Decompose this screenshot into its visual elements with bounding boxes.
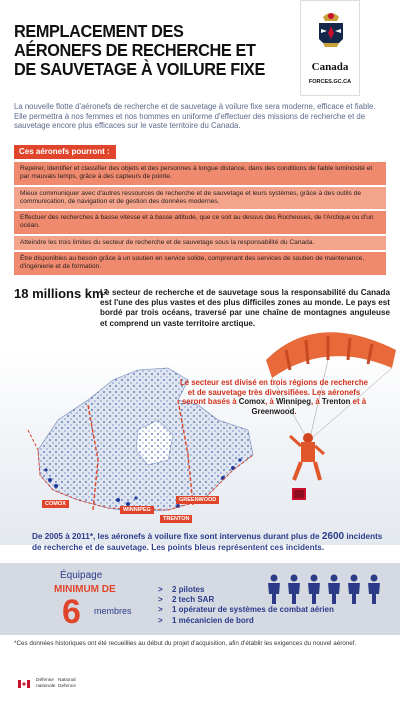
capability-item: Atteindre les trois limites du secteur de recherche et de sauvetage sous la responsabilité du Canada. — [14, 236, 386, 250]
person-icon — [348, 575, 360, 605]
dept-fr-line-1: Défense — [36, 678, 54, 683]
person-icon — [328, 575, 340, 605]
person-icon — [308, 575, 320, 605]
caf-emblem-icon — [313, 9, 349, 57]
capabilities-list — [14, 162, 386, 277]
capabilities-header: Ces aéronefs pourront : — [14, 145, 116, 159]
capability-item: Être disponibles au besoin grâce à un soutien en service solide, comprenant des services de soutien de maintenance, d'ingénierie et de formation. — [14, 252, 386, 275]
crew-role: 1 mécanicien de bord — [172, 615, 254, 625]
region-sep: et à — [350, 397, 367, 407]
parachutist-figure — [290, 433, 324, 480]
crew-list-item — [158, 616, 334, 626]
region-base-trenton: Trenton — [321, 397, 351, 407]
base-label-greenwood: GREENWOOD — [176, 496, 219, 504]
region-sep: , à — [311, 397, 320, 407]
dept-fr-line-2: nationale — [36, 683, 56, 689]
capability-item: Repérer, identifier et classifier des objets et des personnes à longue distance, dans des conditions de faible luminosité et par mauvais temps, grâce à des capteurs de pointe. — [14, 162, 386, 185]
department-name-fr — [36, 678, 55, 689]
crew-role: 2 tech SAR — [172, 595, 215, 605]
person-icon — [268, 575, 280, 605]
base-label-winnipeg: WINNIPEG — [120, 506, 154, 514]
area-stat-text: Le secteur de recherche et de sauvetage sous la responsabilité du Canada est l'une des plus vastes et des plus difficiles zones au monde. Le pays est bordé par trois océans, traversé par une chaîne de montagnes anguleuse et comprend un vaste territoire arctique. — [100, 288, 390, 328]
dept-en-line-1: National — [58, 678, 76, 683]
page-title — [14, 22, 265, 79]
region-sep: , à — [265, 397, 274, 407]
base-label-comox: COMOX — [42, 500, 69, 508]
capability-item: Effectuer des recherches à basse vitesse et à basse altitude, que ce soit au dessus des Rocheuses, de l'Arctique ou d'un océan. — [14, 211, 386, 234]
region-end: . — [294, 406, 297, 416]
person-icon — [288, 575, 300, 605]
title-line-1: REMPLACEMENT DES — [14, 21, 184, 41]
incidents-number: 2600 — [321, 531, 345, 542]
crew-list-item — [158, 605, 334, 615]
supply-bundle — [292, 488, 306, 500]
intro-paragraph: La nouvelle flotte d'aéronefs de recherche et de sauvetage à voilure fixe sera moderne, efficace et fiable. Elle permettra à nos femmes et nos hommes en uniforme d'effectuer des missions de recherche et de sauvetage encore plus efficaces sur le vaste territoire du Canada. — [14, 102, 376, 130]
canada-flag-icon — [18, 680, 30, 688]
canada-wordmark: Canada — [311, 61, 349, 73]
crew-number: 6 — [62, 593, 81, 631]
crew-figures-icon — [266, 574, 386, 604]
crew-role: 2 pilotes — [172, 585, 205, 594]
chevron-right-icon: > — [158, 585, 163, 594]
regions-text-body: Le secteur est divisé en trois régions de recherche et de sauvetage très diversifiées. Les aéronefs seront basés à — [179, 378, 369, 407]
dept-en-line-2: Defence — [58, 683, 76, 689]
regions-text — [176, 378, 372, 416]
crew-members-label: membres — [94, 606, 132, 616]
department-name-en — [58, 678, 76, 689]
title-line-3: DE SAUVETAGE À VOILURE FIXE — [14, 59, 265, 79]
government-signature — [18, 678, 138, 700]
chevron-right-icon: > — [158, 595, 163, 605]
chevron-right-icon: > — [158, 605, 163, 615]
chevron-right-icon: > — [158, 615, 163, 625]
region-base-greenwood: Greenwood — [251, 406, 295, 416]
person-icon — [368, 575, 380, 605]
title-line-2: AÉRONEFS DE RECHERCHE ET — [14, 40, 256, 60]
parachutist-illustration — [246, 320, 400, 520]
footnote: *Ces données historiques ont été recueillies au début du projet d'acquisition, afin d'établir les exigences du nouvel aéronef. — [14, 640, 357, 647]
forces-url: FORCES.GC.CA — [308, 79, 352, 85]
crew-role: 1 opérateur de systèmes de combat aérien — [172, 605, 334, 615]
crew-minimum-label: MINIMUM DE — [54, 584, 116, 595]
incidents-suffix: incidents de recherche et de sauvetage. Les points bleus représentent ces incidents. — [32, 532, 383, 552]
capability-item: Mieux communiquer avec d'autres ressources de recherche et de sauvetage et leurs systèmes, grâce à des outils de communication, de navigation et de gestion des données modernes. — [14, 187, 386, 210]
incidents-prefix: De 2005 à 2011*, les aéronefs à voilure fixe sont intervenus durant plus de — [32, 532, 320, 541]
incidents-text — [32, 532, 392, 553]
region-base-comox: Comox — [238, 397, 266, 407]
crew-title: Équipage — [60, 570, 103, 581]
base-label-trenton: TRENTON — [160, 515, 192, 523]
caf-logo — [300, 0, 360, 96]
region-base-winnipeg: Winnipeg — [276, 397, 312, 407]
area-stat-value: 18 millions km² — [14, 286, 108, 301]
